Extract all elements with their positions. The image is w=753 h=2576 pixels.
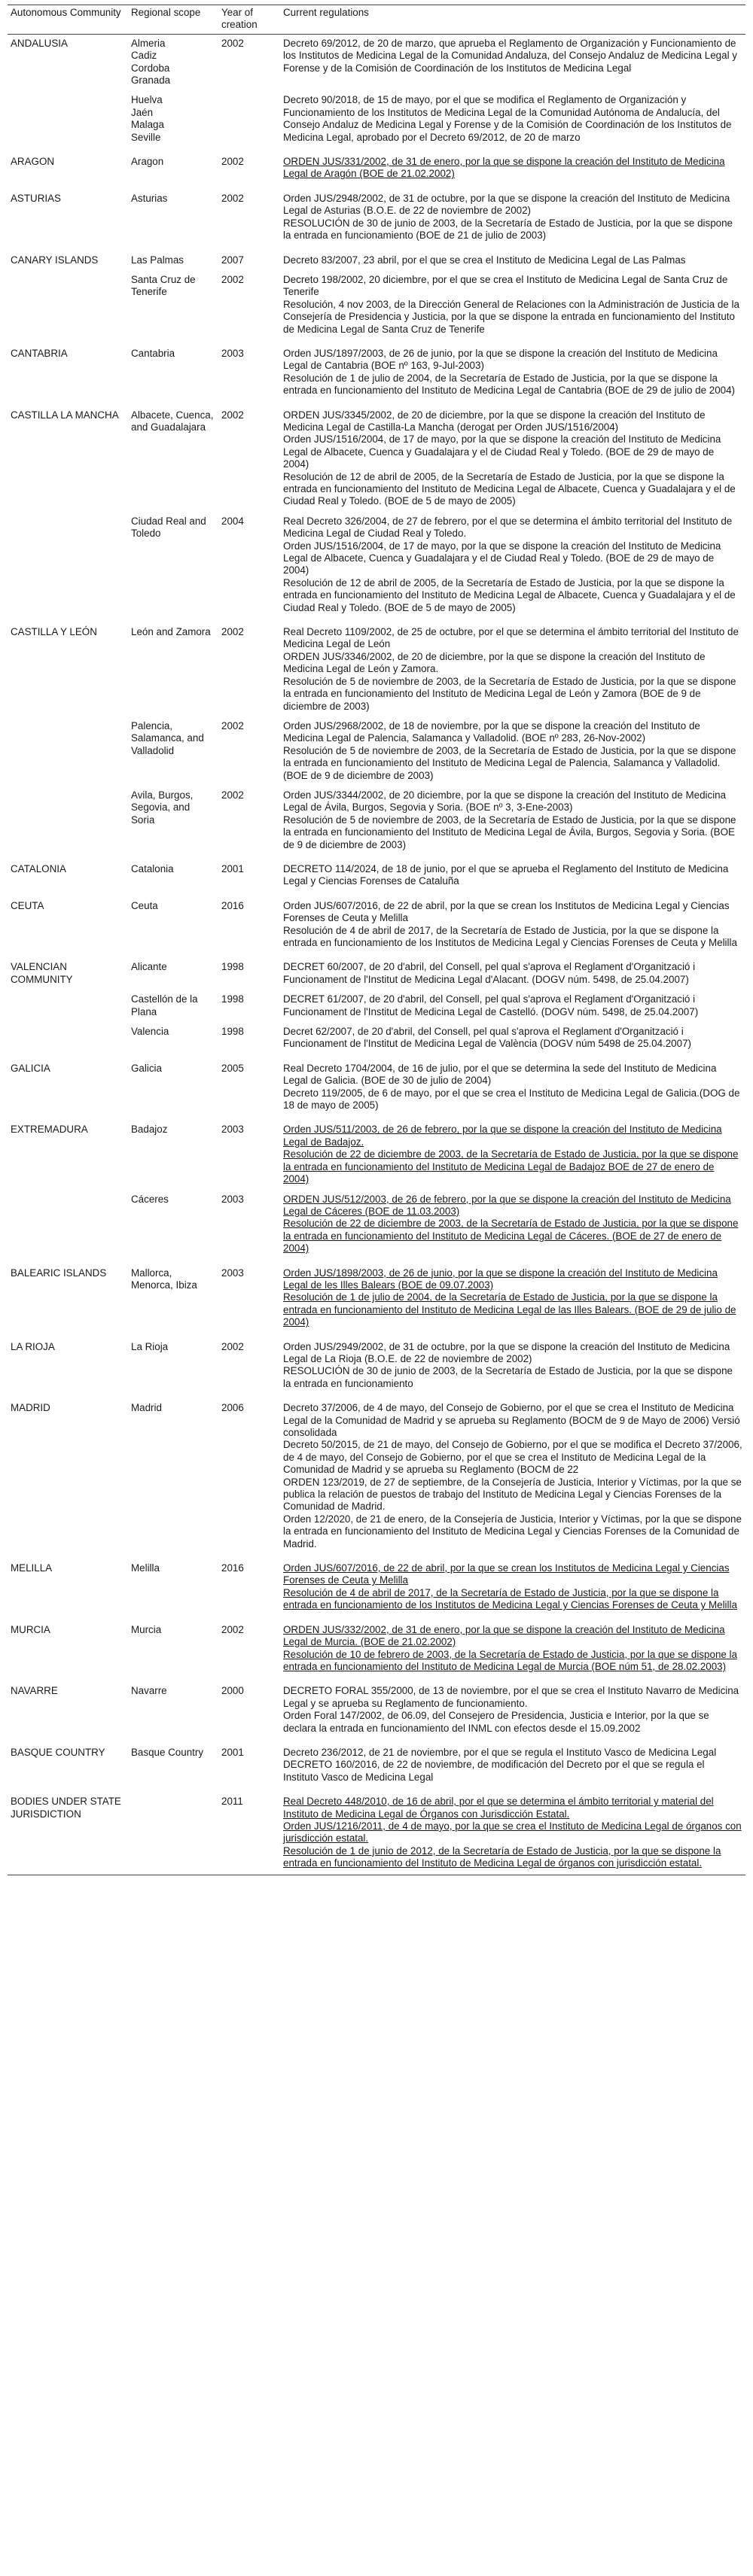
- table-row: [8, 619, 745, 717]
- regulations-cell: [280, 1394, 745, 1555]
- regulations-cell: [280, 1260, 745, 1334]
- header-scope: Regional scope: [128, 5, 218, 35]
- regulations-cell: [280, 1334, 745, 1395]
- table-row: [8, 185, 745, 247]
- regulation-text: Resolución de 12 de abril de 2005, de la Secretaría de Estado de Justicia, por la que se dispone la entrada en funcionamiento del Instituto de Medicina Legal de Albacete, Cuenca y Guadalajara y el de Ciudad Real y Toledo. (BOE de 5 de mayo de 2005): [283, 576, 736, 613]
- scope-cell: Murcia: [131, 1623, 162, 1635]
- regulation-text: Decreto 198/2002, 20 diciembre, por el que se crea el Instituto de Medicina Legal de Santa Cruz de Tenerife: [283, 273, 728, 298]
- year-cell: 2004: [221, 515, 244, 527]
- community-cell: BODIES UNDER STATE JURISDICTION: [8, 1788, 128, 1875]
- regulation-text: Decreto 69/2012, de 20 de marzo, que aprueba el Reglamento de Organización y Funcionamiento de los Institutos de Medicina Legal de la Comunidad Andaluza, del Consejo Andaluz de Medicina Legal y Forense y de la Comisión de Coordinación de los Institutos de Medicina Legal: [283, 37, 737, 74]
- year-cell: 2002: [221, 409, 244, 421]
- table-row: [8, 953, 745, 990]
- scope-cell: Cantabria: [131, 347, 175, 359]
- regulations-cell: [280, 786, 745, 856]
- community-cell: ARAGON: [11, 156, 55, 168]
- scope-cell: León and Zamora: [131, 626, 211, 638]
- year-cell: 2002: [221, 626, 244, 638]
- regulation-text: Orden Foral 147/2002, de 06.09, del Consejero de Presidencia, Justicia e Interior, por la que se declara la entrada en funcionamiento del INML con efectos desde el 15.09.2002: [283, 1710, 709, 1734]
- regulation-link[interactable]: Resolución de 22 de diciembre de 2003, de la Secretaría de Estado de Justicia, por la que se dispone la entrada en funcionamiento del Instituto de Medicina Legal de Cáceres. (BOE de 27 de enero de 2004): [283, 1218, 739, 1255]
- year-cell: 2000: [221, 1685, 244, 1697]
- regulation-link[interactable]: Resolución de 1 de julio de 2004, de la Secretaría de Estado de Justicia, por la que se dispone la entrada en funcionamiento del Instituto de Medicina Legal de las Illes Balears. (BOE de 29 de julio de 2004): [283, 1291, 736, 1328]
- table-row: [8, 1677, 745, 1739]
- table-row: [8, 856, 745, 893]
- table-row: [8, 786, 745, 856]
- regulations-cell: [280, 148, 745, 185]
- year-cell: 2007: [221, 254, 244, 266]
- community-cell: CASTILLA Y LEÓN: [11, 626, 97, 638]
- scope-cell: Castellón de la Plana: [131, 993, 198, 1017]
- regulation-text: ORDEN 123/2019, de 27 de septiembre, de la Consejería de Justicia, Interior y Víctimas, por la que se publica la relación de puestos de trabajo del Instituto de Medicina Legal y Ciencias Forenses de la Comunidad de Madrid.: [283, 1476, 742, 1513]
- regulations-cell: [280, 271, 745, 340]
- regulations-cell: [280, 1116, 745, 1190]
- regulation-text: Resolución de 12 de abril de 2005, de la Secretaría de Estado de Justicia, por la que se dispone la entrada en funcionamiento del Instituto de Medicina Legal de Albacete, Cuenca y Guadalajara y el de Ciudad Real y Toledo. (BOE de 5 de mayo de 2005): [283, 470, 736, 507]
- table-row: [8, 1023, 745, 1055]
- table-body: [8, 34, 745, 1875]
- regulations-cell: [280, 990, 745, 1023]
- community-cell: [8, 990, 128, 1023]
- regulation-text: Decreto 236/2012, de 21 de noviembre, por el que se regula el Instituto Vasco de Medicina Legal: [283, 1746, 717, 1758]
- regulations-table: [8, 5, 745, 1875]
- year-cell: 2002: [221, 156, 244, 168]
- regulation-text: Resolución de 4 de abril de 2017, de la Secretaría de Estado de Justicia, por la que se dispone la entrada en funcionamiento de los Institutos de Medicina Legal y Ciencias Forenses de Ceuta y Melilla: [283, 924, 737, 948]
- scope-cell: Catalonia: [131, 862, 174, 874]
- header-year: Year of creation: [218, 5, 280, 35]
- regulations-cell: [280, 619, 745, 717]
- scope-cell: Galicia: [131, 1062, 162, 1074]
- scope-cell: Albacete, Cuenca, and Guadalajara: [131, 409, 214, 433]
- year-cell: 1998: [221, 993, 244, 1005]
- table-row: [8, 1334, 745, 1395]
- regulation-text: ORDEN JUS/3345/2002, de 20 de diciembre, por la que se dispone la creación del Instituto de Medicina Legal de Castilla-La Mancha (derogat per Orden JUS/1516/2004): [283, 409, 706, 433]
- year-cell: 2001: [221, 1746, 244, 1758]
- regulation-text: Decreto 83/2007, 23 abril, por el que se crea el Instituto de Medicina Legal de Las Palmas: [283, 254, 686, 266]
- scope-cell: Ciudad Real and Toledo: [131, 515, 206, 540]
- community-cell: [8, 512, 128, 619]
- regulations-cell: [280, 247, 745, 271]
- table-header: [8, 5, 745, 35]
- regulations-cell: [280, 1555, 745, 1616]
- regulations-cell: [280, 1055, 745, 1117]
- table-row: [8, 1260, 745, 1334]
- community-cell: EXTREMADURA: [11, 1124, 88, 1136]
- regulation-text: Orden JUS/1897/2003, de 26 de junio, por la que se dispone la creación del Instituto de Medicina Legal de Cantabria (BOE nº 163, 9-Jul-2003): [283, 347, 718, 372]
- scope-cell: Alicante: [131, 961, 167, 973]
- regulation-text: Orden JUS/2968/2002, de 18 de noviembre, por la que se dispone la creación del Instituto de Medicina Legal de Palencia, Salamanca y Valladolid. (BOE nº 283, 26-Nov-2002): [283, 719, 700, 744]
- scope-cell: Palencia, Salamanca, and Valladolid: [131, 719, 204, 756]
- regulation-link[interactable]: Resolución de 10 de febrero de 2003, de la Secretaría de Estado de Justicia, por la que se dispone la entrada en funcionamiento del Instituto de Medicina Legal de Murcia (BOE núm 51, de 28.02.2003): [283, 1648, 737, 1672]
- table-row: [8, 1055, 745, 1117]
- regulation-text: Orden JUS/1516/2004, de 17 de mayo, por la que se dispone la creación del Instituto de Medicina Legal de Albacete, Cuenca y Guadalajara y el de Ciudad Real y Toledo. (BOE de 29 de mayo de 2004): [283, 540, 721, 576]
- regulation-link[interactable]: Real Decreto 448/2010, de 16 de abril, por el que se determina el ámbito territorial y material del Instituto de Medicina Legal de Órganos con Jurisdicción Estatal.: [283, 1796, 714, 1820]
- regulation-text: Real Decreto 1109/2002, de 25 de octubre, por el que se determina el ámbito territorial del Instituto de Medicina Legal de León: [283, 626, 739, 650]
- community-cell: GALICIA: [11, 1062, 50, 1074]
- year-cell: [218, 91, 280, 148]
- regulations-cell: [280, 1788, 745, 1875]
- community-cell: NAVARRE: [11, 1685, 58, 1697]
- table-row: [8, 1739, 745, 1788]
- scope-cell: Basque Country: [131, 1746, 204, 1758]
- regulations-cell: [280, 893, 745, 954]
- regulation-link[interactable]: Orden JUS/1216/2011, de 4 de mayo, por la que se crea el Instituto de Medicina Legal de órganos con jurisdicción estatal.: [283, 1820, 742, 1845]
- community-cell: [8, 717, 128, 786]
- header-row: [8, 5, 745, 35]
- regulation-text: Resolución de 5 de noviembre de 2003, de la Secretaría de Estado de Justicia, por la que se dispone la entrada en funcionamiento del Instituto de Medicina Legal de Palencia, Salamanca y Valladolid. (BOE de 9 de diciembre de 2003): [283, 744, 736, 781]
- year-cell: 2016: [221, 1562, 244, 1574]
- scope-cell: Huelva Jaén Malaga Seville: [131, 94, 164, 143]
- header-community: Autonomous Community: [8, 5, 128, 35]
- regulation-link[interactable]: ORDEN JUS/332/2002, de 31 de enero, por la que se dispone la creación del Instituto de Medicina Legal de Murcia. (BOE de 21.02.2002): [283, 1623, 725, 1648]
- scope-cell: Melilla: [131, 1562, 160, 1574]
- scope-cell: La Rioja: [131, 1340, 169, 1352]
- regulation-text: Real Decreto 1704/2004, de 16 de julio, por el que se determina la sede del Instituto de Medicina Legal de Galicia. (BOE de 30 de julio de 2004): [283, 1062, 717, 1087]
- year-cell: 2003: [221, 1267, 244, 1279]
- scope-cell: [128, 1788, 218, 1875]
- table-row: [8, 893, 745, 954]
- regulation-text: Orden JUS/607/2016, de 22 de abril, por la que se crean los Institutos de Medicina Legal y Ciencias Forenses de Ceuta y Melilla: [283, 899, 730, 924]
- community-cell: MADRID: [11, 1402, 50, 1414]
- regulations-cell: [280, 1677, 745, 1739]
- community-cell: BALEARIC ISLANDS: [11, 1267, 107, 1279]
- regulation-link[interactable]: Resolución de 4 de abril de 2017, de la Secretaría de Estado de Justicia, por la que se dispone la entrada en funcionamiento de los Institutos de Medicina Legal y Ciencias Forenses de Ceuta y Melilla: [283, 1586, 737, 1611]
- community-cell: [8, 786, 128, 856]
- year-cell: 2002: [221, 789, 244, 801]
- regulation-text: Decreto 37/2006, de 4 de mayo, del Consejo de Gobierno, por el que se crea el Instituto de Medicina Legal de la Comunidad de Madrid y se aprueba su Reglamento (BOCM de 9 de Mayo de 2006) Versió consolidada: [283, 1402, 740, 1438]
- regulations-cell: [280, 1023, 745, 1055]
- scope-cell: Navarre: [131, 1685, 167, 1697]
- scope-cell: Aragon: [131, 156, 164, 168]
- table-row: [8, 1191, 745, 1260]
- community-cell: ANDALUSIA: [11, 37, 68, 49]
- scope-cell: Las Palmas: [131, 254, 184, 266]
- year-cell: 2002: [221, 273, 244, 285]
- year-cell: 2002: [221, 719, 244, 731]
- scope-cell: Mallorca, Menorca, Ibiza: [131, 1267, 197, 1291]
- regulation-text: Decreto 119/2005, de 6 de mayo, por el que se crea el Instituto de Medicina Legal de Galicia.(DOG de 18 de mayo de 2005): [283, 1087, 740, 1112]
- regulation-text: DECRET 60/2007, de 20 d'abril, del Consell, pel qual s'aprova el Reglament d'Organització i Funcionament de l'Institut de Medicina Legal d'Alacant. (DOGV núm. 5498, de 25.04.2007): [283, 961, 696, 985]
- community-cell: CASTILLA LA MANCHA: [11, 409, 119, 421]
- table-row: [8, 34, 745, 91]
- regulation-link[interactable]: Resolución de 22 de diciembre de 2003, de la Secretaría de Estado de Justicia, por la que se dispone la entrada en funcionamiento del Instituto de Medicina Legal de Badajoz BOE de 27 de enero de 2004): [283, 1148, 739, 1185]
- year-cell: 2003: [221, 347, 244, 359]
- regulations-cell: [280, 1191, 745, 1260]
- year-cell: 2003: [221, 1124, 244, 1136]
- scope-cell: Avila, Burgos, Segovia, and Soria: [131, 789, 194, 826]
- community-cell: [8, 271, 128, 340]
- community-cell: CATALONIA: [11, 862, 66, 874]
- community-cell: CEUTA: [11, 899, 44, 911]
- year-cell: 2002: [221, 1340, 244, 1352]
- regulation-text: Resolución de 1 de julio de 2004, de la Secretaría de Estado de Justicia, por la que se dispone la entrada en funcionamiento del Instituto de Medicina Legal de Cantabria (BOE de 29 de julio de 2004): [283, 372, 736, 397]
- regulation-link[interactable]: Resolución de 1 de junio de 2012, de la Secretaría de Estado de Justicia, por la que se dispone la entrada en funcionamiento del Instituto de Medicina Legal de órganos con jurisdicción estatal.: [283, 1845, 721, 1869]
- regulation-text: Orden JUS/3344/2002, de 20 diciembre, por la que se dispone la creación del Instituto de Medicina Legal de Ávila, Burgos, Segovia y Soria. (BOE nº 3, 3-Ene-2003): [283, 789, 727, 814]
- year-cell: 2005: [221, 1062, 244, 1074]
- community-cell: MURCIA: [11, 1623, 50, 1635]
- table-row: [8, 402, 745, 512]
- regulation-text: DECRET 61/2007, de 20 d'abril, del Consell, pel qual s'aprova el Reglament d'Organització i Funcionament de l'Institut de Medicina Legal de Castelló. (DOGV núm. 5498, de 25.04.2007): [283, 993, 699, 1017]
- community-cell: [8, 1023, 128, 1055]
- table-row: [8, 340, 745, 402]
- scope-cell: Santa Cruz de Tenerife: [131, 273, 196, 298]
- year-cell: 2011: [218, 1788, 280, 1875]
- community-cell: MELILLA: [11, 1562, 53, 1574]
- regulation-text: ORDEN JUS/3346/2002, de 20 de diciembre, por la que se dispone la creación del Instituto de Medicina Legal de León y Zamora.: [283, 650, 706, 675]
- regulation-link[interactable]: Orden JUS/511/2003, de 26 de febrero, por la que se dispone la creación del Instituto de Medicina Legal de Badajoz.: [283, 1124, 722, 1148]
- year-cell: 2002: [221, 37, 244, 49]
- regulation-link[interactable]: ORDEN JUS/512/2003, de 26 de febrero, por la que se dispone la creación del Instituto de Medicina Legal de Cáceres (BOE de 11.03.2003): [283, 1193, 731, 1217]
- regulations-cell: [280, 717, 745, 786]
- community-cell: BASQUE COUNTRY: [11, 1746, 105, 1758]
- community-cell: ASTURIAS: [11, 192, 61, 204]
- table-row: [8, 1788, 745, 1875]
- regulations-cell: [280, 856, 745, 893]
- scope-cell: Valencia: [131, 1026, 169, 1038]
- year-cell: 2006: [221, 1402, 244, 1414]
- regulation-text: DECRETO FORAL 355/2000, de 13 de noviembre, por el que se crea el Instituto Navarro de Medicina Legal y se aprueba su Reglamento de funcionamiento.: [283, 1685, 739, 1709]
- table-row: [8, 1616, 745, 1678]
- table-row: [8, 1116, 745, 1190]
- regulation-text: DECRETO 160/2016, de 22 de noviembre, de modificación del Decreto por el que se regula el Instituto Vasco de Medicina Legal: [283, 1759, 705, 1783]
- scope-cell: Asturias: [131, 192, 168, 204]
- regulation-text: Orden JUS/2948/2002, de 31 de octubre, por la que se dispone la creación del Instituto de Medicina Legal de Asturias (B.O.E. de 22 de noviembre de 2002): [283, 192, 730, 217]
- year-cell: 1998: [221, 961, 244, 973]
- community-cell: [8, 1191, 128, 1260]
- scope-cell: Badajoz: [131, 1124, 168, 1136]
- regulation-text: Orden JUS/1516/2004, de 17 de mayo, por la que se dispone la creación del Instituto de Medicina Legal de Albacete, Cuenca y Guadalajara y el de Ciudad Real y Toledo. (BOE de 29 de mayo de 2004): [283, 433, 721, 470]
- community-cell: VALENCIAN COMMUNITY: [11, 961, 73, 985]
- header-regulations: Current regulations: [280, 5, 745, 35]
- regulations-cell: [280, 1739, 745, 1788]
- regulations-cell: [280, 185, 745, 247]
- regulation-text: Real Decreto 326/2004, de 27 de febrero, por el que se determina el ámbito territorial del Instituto de Medicina Legal de Ciudad Real y Toledo.: [283, 515, 733, 540]
- table-row: [8, 717, 745, 786]
- regulation-text: Decreto 50/2015, de 21 de mayo, del Consejo de Gobierno, por el que se modifica el Decreto 37/2006, de 4 de mayo, del Consejo de Gobierno, por el que se crea el Instituto de Medicina Legal de la Comunidad de Madrid y se aprueba su Reglamento (BOCM de 22: [283, 1439, 742, 1476]
- table-row: [8, 512, 745, 619]
- regulations-cell: [280, 340, 745, 402]
- regulation-link[interactable]: Orden JUS/1898/2003, de 26 de junio, por la que se dispone la creación del Instituto de Medicina Legal de les Illes Balears (BOE de 09.07.2003): [283, 1267, 718, 1291]
- year-cell: 2002: [221, 192, 244, 204]
- regulation-link[interactable]: Orden JUS/607/2016, de 22 de abril, por la que se crean los Institutos de Medicina Legal y Ciencias Forenses de Ceuta y Melilla: [283, 1562, 730, 1586]
- scope-cell: Ceuta: [131, 899, 158, 911]
- table-row: [8, 271, 745, 340]
- year-cell: 2016: [221, 899, 244, 911]
- community-cell: LA RIOJA: [11, 1340, 55, 1352]
- table-row: [8, 247, 745, 271]
- regulations-cell: [280, 953, 745, 990]
- table-row: [8, 990, 745, 1023]
- regulation-text: DECRETO 114/2024, de 18 de junio, por el que se aprueba el Reglamento del Instituto de Medicina Legal y Ciencias Forenses de Cataluña: [283, 862, 729, 887]
- scope-cell: Madrid: [131, 1402, 162, 1414]
- year-cell: 2002: [221, 1623, 244, 1635]
- regulation-text: Orden 12/2020, de 21 de enero, de la Consejería de Justicia, Interior y Víctimas, por la que se dispone la entrada en funcionamiento del Instituto de Medicina Legal y Ciencias Forenses de la Comunidad de Madrid.: [283, 1513, 742, 1550]
- regulation-text: Orden JUS/2949/2002, de 31 de octubre, por la que se dispone la creación del Instituto de Medicina Legal de La Rioja (B.O.E. de 22 de noviembre de 2002): [283, 1340, 730, 1364]
- scope-cell: Cáceres: [131, 1193, 169, 1205]
- regulation-text: RESOLUCIÓN de 30 de junio de 2003, de la Secretaría de Estado de Justicia, por la que se dispone la entrada en funcionamiento: [283, 1365, 733, 1389]
- regulation-text: Decret 62/2007, de 20 d'abril, del Consell, pel qual s'aprova el Reglament d'Organització i Funcionament de l'Institut de Medicina Legal de València (DOGV núm 5498 de 25.04.2007): [283, 1026, 691, 1050]
- regulation-text: Resolución, 4 nov 2003, de la Dirección General de Relaciones con la Administración de Justicia de la Consejería de Presidencia y Justicia, por la que se dispone la entrada en funcionamiento del Instituto de Medicina Legal de Santa Cruz de Tenerife: [283, 298, 739, 335]
- community-cell: CANARY ISLANDS: [11, 254, 99, 266]
- regulations-cell: [280, 402, 745, 512]
- year-cell: 1998: [221, 1026, 244, 1038]
- regulations-cell: [280, 91, 745, 148]
- regulation-text: Decreto 90/2018, de 15 de mayo, por el que se modifica el Reglamento de Organización y Funcionamiento de los Institutos de Medicina Legal de la Comunidad Autónoma de Andalucía, del Consejo Andaluz de Medicina Legal y Forense y de la Comisión de Coordinación de los Institutos de Medicina Legal, aprobado por el Decreto 69/2012, de 20 de marzo: [283, 94, 732, 143]
- regulation-text: RESOLUCIÓN de 30 de junio de 2003, de la Secretaría de Estado de Justicia, por la que se dispone la entrada en funcionamiento (BOE de 21 de julio de 2003): [283, 217, 733, 242]
- table-row: [8, 91, 745, 148]
- regulation-link[interactable]: ORDEN JUS/331/2002, de 31 de enero, por la que se dispone la creación del Instituto de Medicina Legal de Aragón (BOE de 21.02.2002): [283, 156, 725, 180]
- regulations-cell: [280, 512, 745, 619]
- scope-cell: Almeria Cadiz Cordoba Granada: [131, 37, 171, 87]
- table-row: [8, 148, 745, 185]
- table-row: [8, 1555, 745, 1616]
- regulation-text: Resolución de 5 de noviembre de 2003, de la Secretaría de Estado de Justicia, por la que se dispone la entrada en funcionamiento del Instituto de Medicina Legal de León y Zamora (BOE de 9 de diciembre de 2003): [283, 675, 736, 712]
- regulations-cell: [280, 1616, 745, 1678]
- year-cell: 2003: [221, 1193, 244, 1205]
- table-row: [8, 1394, 745, 1555]
- year-cell: 2001: [221, 862, 244, 874]
- community-cell: CANTABRIA: [11, 347, 68, 359]
- regulation-text: Resolución de 5 de noviembre de 2003, de la Secretaría de Estado de Justicia, por la que se dispone la entrada en funcionamiento del Instituto de Medicina Legal de Ávila, Burgos, Segovia y Soria. (BOE de 9 de diciembre de 2003): [283, 814, 736, 850]
- community-cell: [8, 91, 128, 148]
- regulations-cell: [280, 34, 745, 91]
